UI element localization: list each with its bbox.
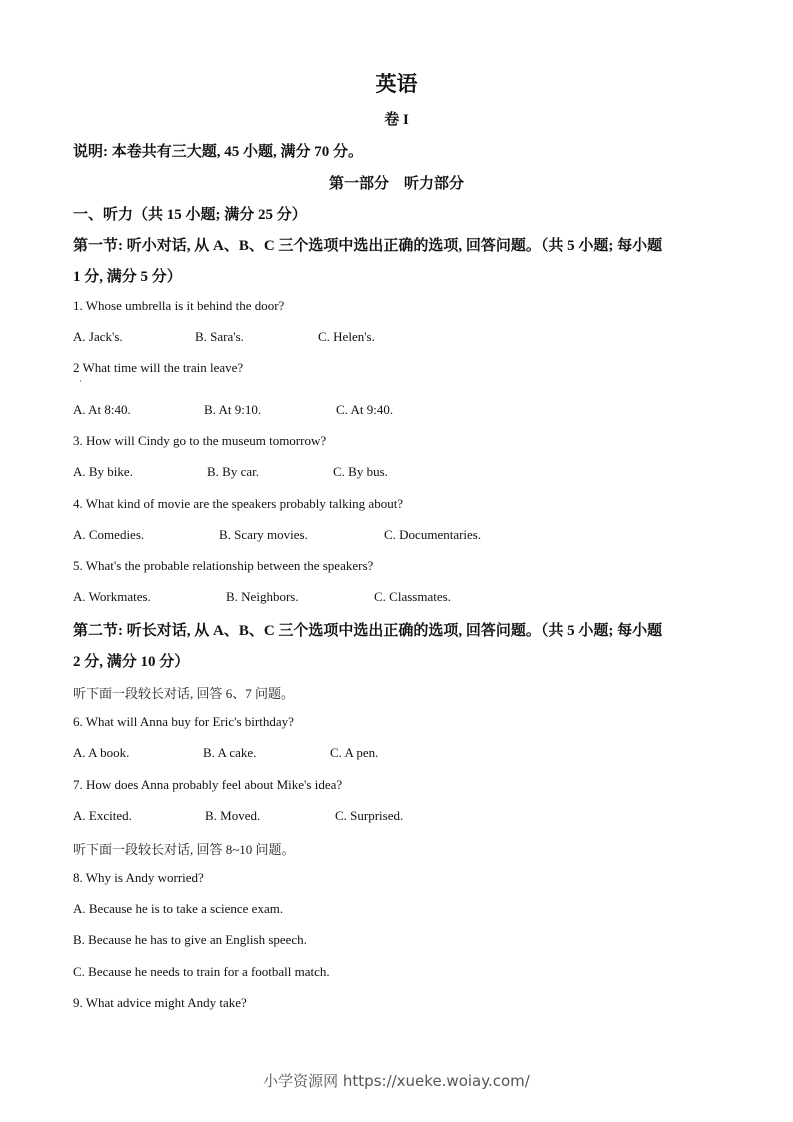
question-8: 8. Why is Andy worried?: [73, 870, 204, 885]
option-1c: C. Helen's.: [318, 329, 375, 344]
option-6c: C. A pen.: [330, 745, 379, 760]
option-2a: A. At 8:40.: [73, 402, 131, 417]
option-5c: C. Classmates.: [374, 589, 451, 604]
question-9: 9. What advice might Andy take?: [73, 995, 247, 1010]
option-4a: A. Comedies.: [73, 527, 145, 542]
subsection1-heading: 第一节: 听小对话, 从 A、B、C 三个选项中选出正确的选项, 回答问题。（共 5 小题; 每小题: [73, 238, 663, 254]
option-2b: B. At 9:10.: [204, 402, 262, 417]
dialogue-note-8-10: 听下面一段较长对话, 回答 8~10 问题。: [73, 842, 295, 857]
option-7b: B. Moved.: [205, 808, 261, 823]
option-8a: A. Because he is to take a science exam.: [73, 901, 284, 916]
exam-instructions: 说明: 本卷共有三大题, 45 小题, 满分 70 分。: [73, 144, 363, 160]
question-3: 3. How will Cindy go to the museum tomorrow?: [73, 433, 327, 448]
document-title: 英语: [375, 72, 418, 96]
option-8b: B. Because he has to give an English speech.: [73, 932, 307, 947]
section-heading: 一、听力（共 15 小题; 满分 25 分）: [73, 207, 307, 223]
option-1b: B. Sara's.: [195, 329, 244, 344]
option-4c: C. Documentaries.: [384, 527, 482, 542]
question-1: 1. Whose umbrella is it behind the door?: [73, 298, 285, 313]
footer-watermark: 小学资源网 https://xueke.woiay.com/: [263, 1072, 530, 1090]
option-6a: A. A book.: [73, 745, 130, 760]
option-6b: B. A cake.: [203, 745, 257, 760]
volume-label: 卷 I: [384, 112, 409, 128]
option-3c: C. By bus.: [333, 464, 388, 479]
question-7: 7. How does Anna probably feel about Mike's idea?: [73, 777, 343, 792]
option-3b: B. By car.: [207, 464, 259, 479]
option-7a: A. Excited.: [73, 808, 132, 823]
question-6: 6. What will Anna buy for Eric's birthday?: [73, 714, 294, 729]
option-1a: A. Jack's.: [73, 329, 123, 344]
option-3a: A. By bike.: [73, 464, 133, 479]
question-2: 2 What time will the train leave?: [73, 360, 244, 375]
subsection2-heading-cont: 2 分, 满分 10 分）: [73, 654, 190, 670]
scan-speck: [80, 380, 81, 382]
option-4b: B. Scary movies.: [219, 527, 308, 542]
option-7c: C. Surprised.: [335, 808, 404, 823]
part-title: 第一部分 听力部分: [328, 176, 464, 192]
option-5b: B. Neighbors.: [226, 589, 299, 604]
option-2c: C. At 9:40.: [336, 402, 394, 417]
option-8c: C. Because he needs to train for a football match.: [73, 964, 330, 979]
subsection2-heading: 第二节: 听长对话, 从 A、B、C 三个选项中选出正确的选项, 回答问题。（共 5 小题; 每小题: [73, 623, 663, 639]
dialogue-note-6-7: 听下面一段较长对话, 回答 6、7 问题。: [73, 686, 295, 701]
question-4: 4. What kind of movie are the speakers probably talking about?: [73, 496, 404, 511]
subsection1-heading-cont: 1 分, 满分 5 分）: [73, 269, 182, 285]
option-5a: A. Workmates.: [73, 589, 151, 604]
question-5: 5. What's the probable relationship between the speakers?: [73, 558, 374, 573]
